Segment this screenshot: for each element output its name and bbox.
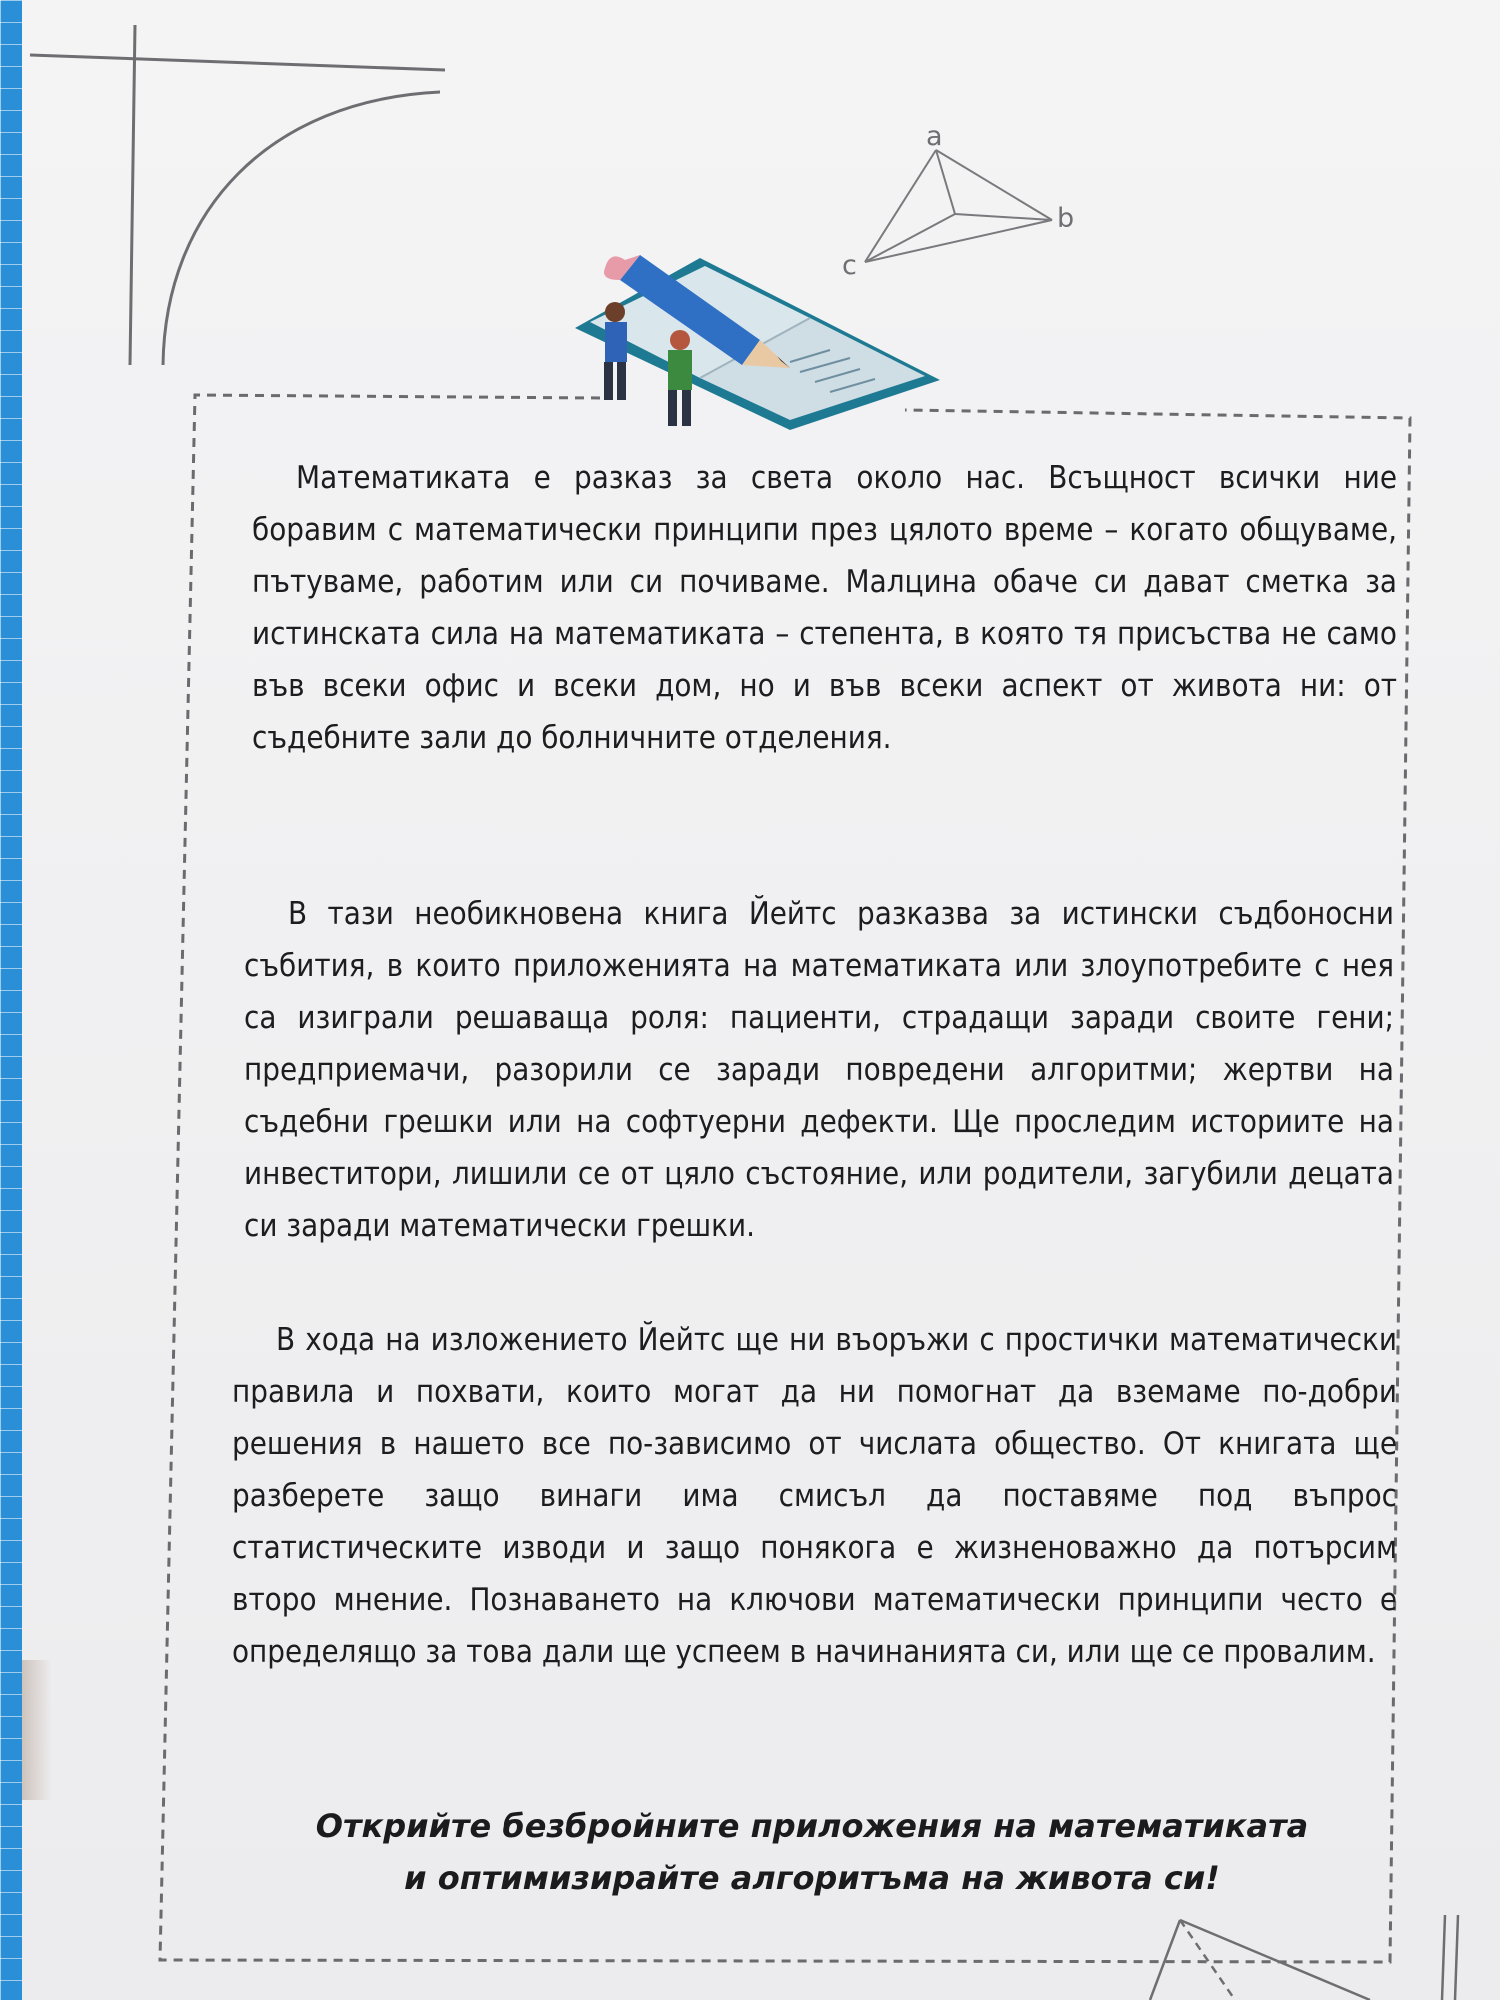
paragraph-1: Математиката е разказ за света около нас. Всъщност всички ние боравим с математически принципи през цялото време – когато общуваме, пътуваме, работим или си почиваме. Малцина обаче си дават сметка за истинската сила на математиката – степента, в която тя присъства не само във всеки офис и всеки дом, но и във всеки аспект от живота ни: от съдебните зали до болничните отделения. xyxy=(252,460,1397,756)
paragraph-2: В тази необикновена книга Йейтс разказва за истински съдбоносни събития, в които приложенията на математиката или злоупотребите с нея са изиграли решаваща роля: пациенти, страдащи заради своите гени; предприемачи, разорили се заради повредени алгоритми; жертви на съдебни грешки или на софтуерни дефекти. Ще проследим историите на инвеститори, лишили се от цяло състояние, или родители, загубили децата си заради математически грешки. xyxy=(244,896,1394,1244)
closing-slogan xyxy=(222,1800,1402,1904)
vertex-label-c: c xyxy=(842,250,857,281)
vertex-label-b: b xyxy=(1057,203,1075,234)
closing-line-1: Открийте безбройните приложения на математиката xyxy=(315,1807,1309,1845)
book-back-cover xyxy=(22,0,1500,2000)
book-illustration xyxy=(575,255,940,430)
corner-decoration xyxy=(30,25,445,365)
pyramid-decoration xyxy=(1150,1915,1458,2000)
paragraph-3: В хода на изложението Йейтс ще ни въоръжи с простички математически правила и похвати, които могат да ни помогнат да вземаме по-добри решения в нашето все по-зависимо от числата общество. От книгата ще разберете защо винаги има смисъл да поставяме под въпрос статистическите изводи и защо понякога е жизненоважно да потърсим второ мнение. Познаването на ключови математически принципи често е определящо за това дали ще успеем в начинанията си, или ще се провалим. xyxy=(232,1322,1397,1670)
grid-paper-edge xyxy=(0,0,22,2000)
vertex-label-a: a xyxy=(926,121,943,152)
triangle-diagram xyxy=(842,121,1074,281)
closing-line-2: и оптимизирайте алгоритъма на живота си! xyxy=(404,1859,1220,1897)
